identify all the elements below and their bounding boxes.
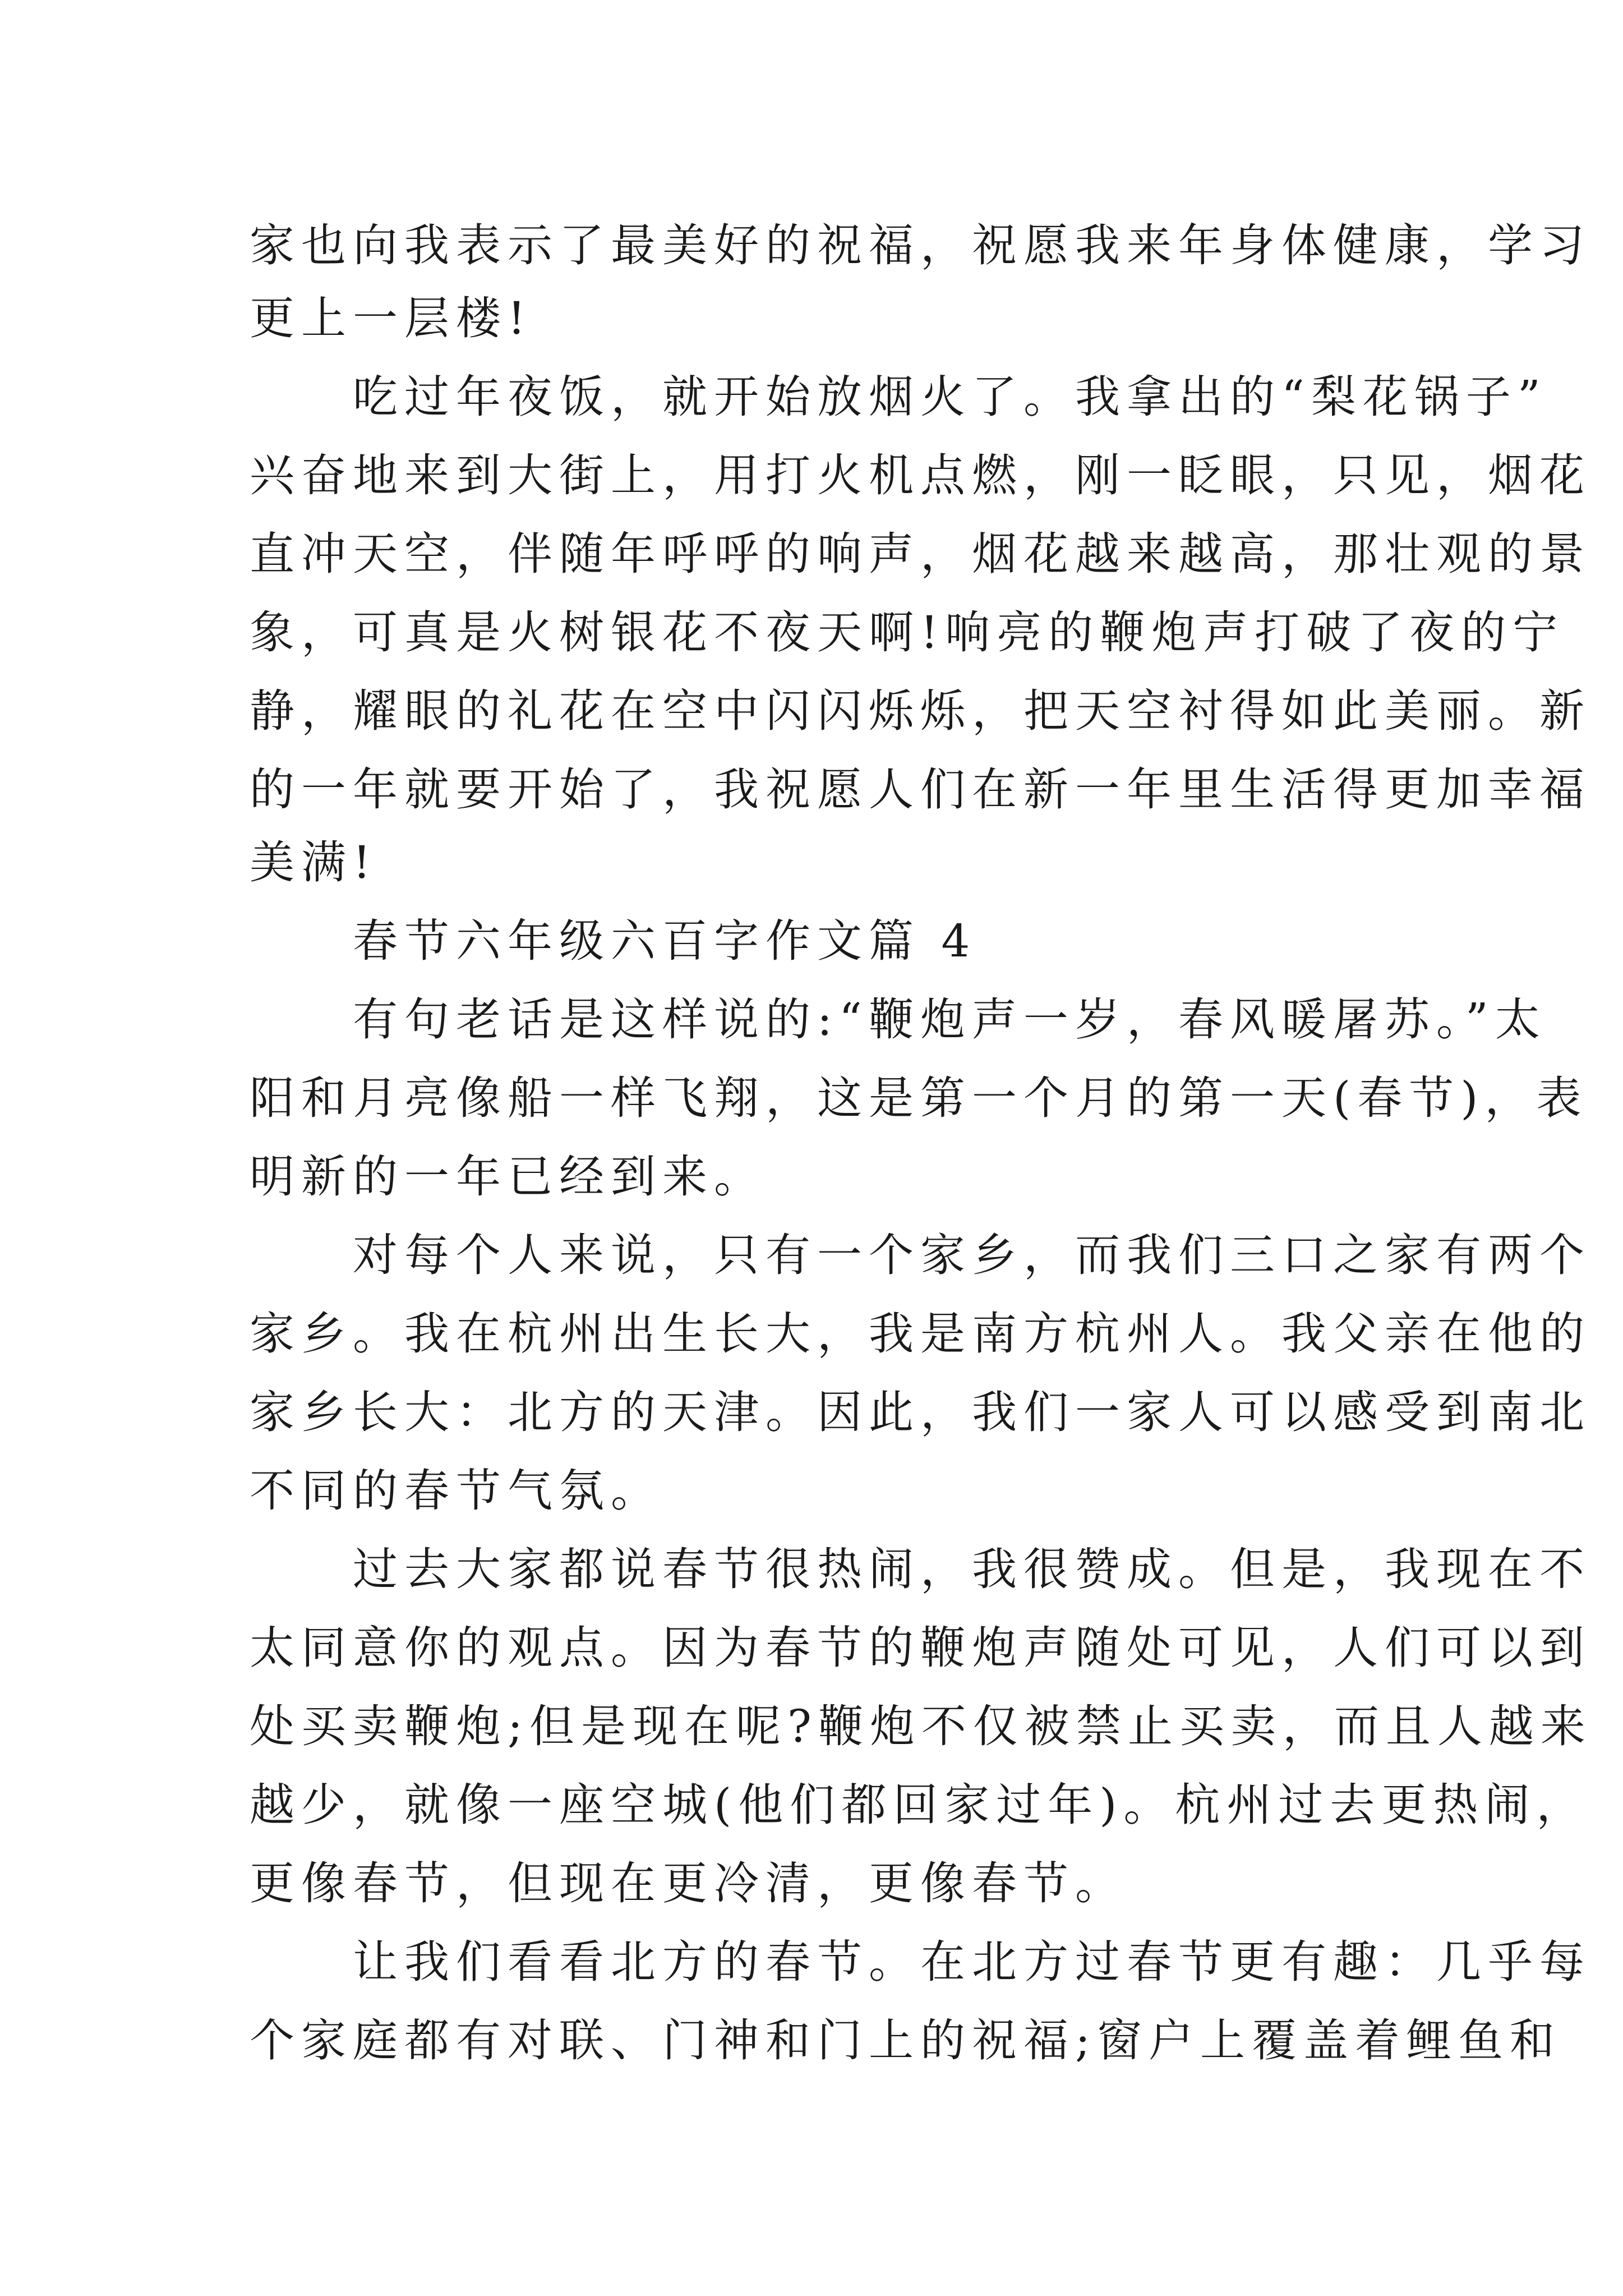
text-line: 家乡。我在杭州出生长大，我是南方杭州人。我父亲在他的 <box>250 1308 1591 1360</box>
text-line: 让我们看看北方的春节。在北方过春节更有趣：几乎每 <box>250 1936 1591 1988</box>
text-line: 处买卖鞭炮;但是现在呢?鞭炮不仅被禁止买卖，而且人越来 <box>250 1700 1592 1752</box>
text-line: 的一年就要开始了，我祝愿人们在新一年里生活得更加幸福 <box>250 763 1591 816</box>
text-line: 家也向我表示了最美好的祝福，祝愿我来年身体健康，学习 <box>250 219 1591 272</box>
text-line: 更像春节，但现在更冷清，更像春节。 <box>250 1857 1127 1910</box>
text-line: 兴奋地来到大街上，用打火机点燃，刚一眨眼，只见，烟花 <box>250 449 1591 501</box>
text-line: 直冲天空，伴随年呼呼的响声，烟花越来越高，那壮观的景 <box>250 528 1591 580</box>
text-line: 更上一层楼! <box>250 292 533 344</box>
text-line: 吃过年夜饭，就开始放烟火了。我拿出的“梨花锅子” <box>250 371 1547 423</box>
text-line: 美满! <box>250 836 378 889</box>
text-line: 有句老话是这样说的:“鞭炮声一岁，春风暖屠苏。”太 <box>250 993 1547 1046</box>
text-line: 不同的春节气氛。 <box>250 1465 662 1517</box>
text-line: 象，可真是火树银花不夜天啊!响亮的鞭炮声打破了夜的宁 <box>250 606 1565 659</box>
section-heading: 春节六年级六百字作文篇 4 <box>250 915 977 967</box>
text-line: 静，耀眼的礼花在空中闪闪烁烁，把天空衬得如此美丽。新 <box>250 685 1591 737</box>
text-line: 越少，就像一座空城(他们都回家过年)。杭州过去更热闹， <box>250 1779 1588 1831</box>
text-line: 太同意你的观点。因为春节的鞭炮声随处可见，人们可以到 <box>250 1622 1591 1674</box>
text-line: 过去大家都说春节很热闹，我很赞成。但是，我现在不 <box>250 1543 1591 1595</box>
text-line: 阳和月亮像船一样飞翔，这是第一个月的第一天(春节)，表 <box>250 1072 1588 1124</box>
text-line: 家乡长大：北方的天津。因此，我们一家人可以感受到南北 <box>250 1386 1591 1438</box>
text-line: 明新的一年已经到来。 <box>250 1151 766 1203</box>
text-line: 对每个人来说，只有一个家乡，而我们三口之家有两个 <box>250 1229 1591 1281</box>
text-line: 个家庭都有对联、门神和门上的祝福;窗户上覆盖着鲤鱼和 <box>250 2014 1561 2067</box>
